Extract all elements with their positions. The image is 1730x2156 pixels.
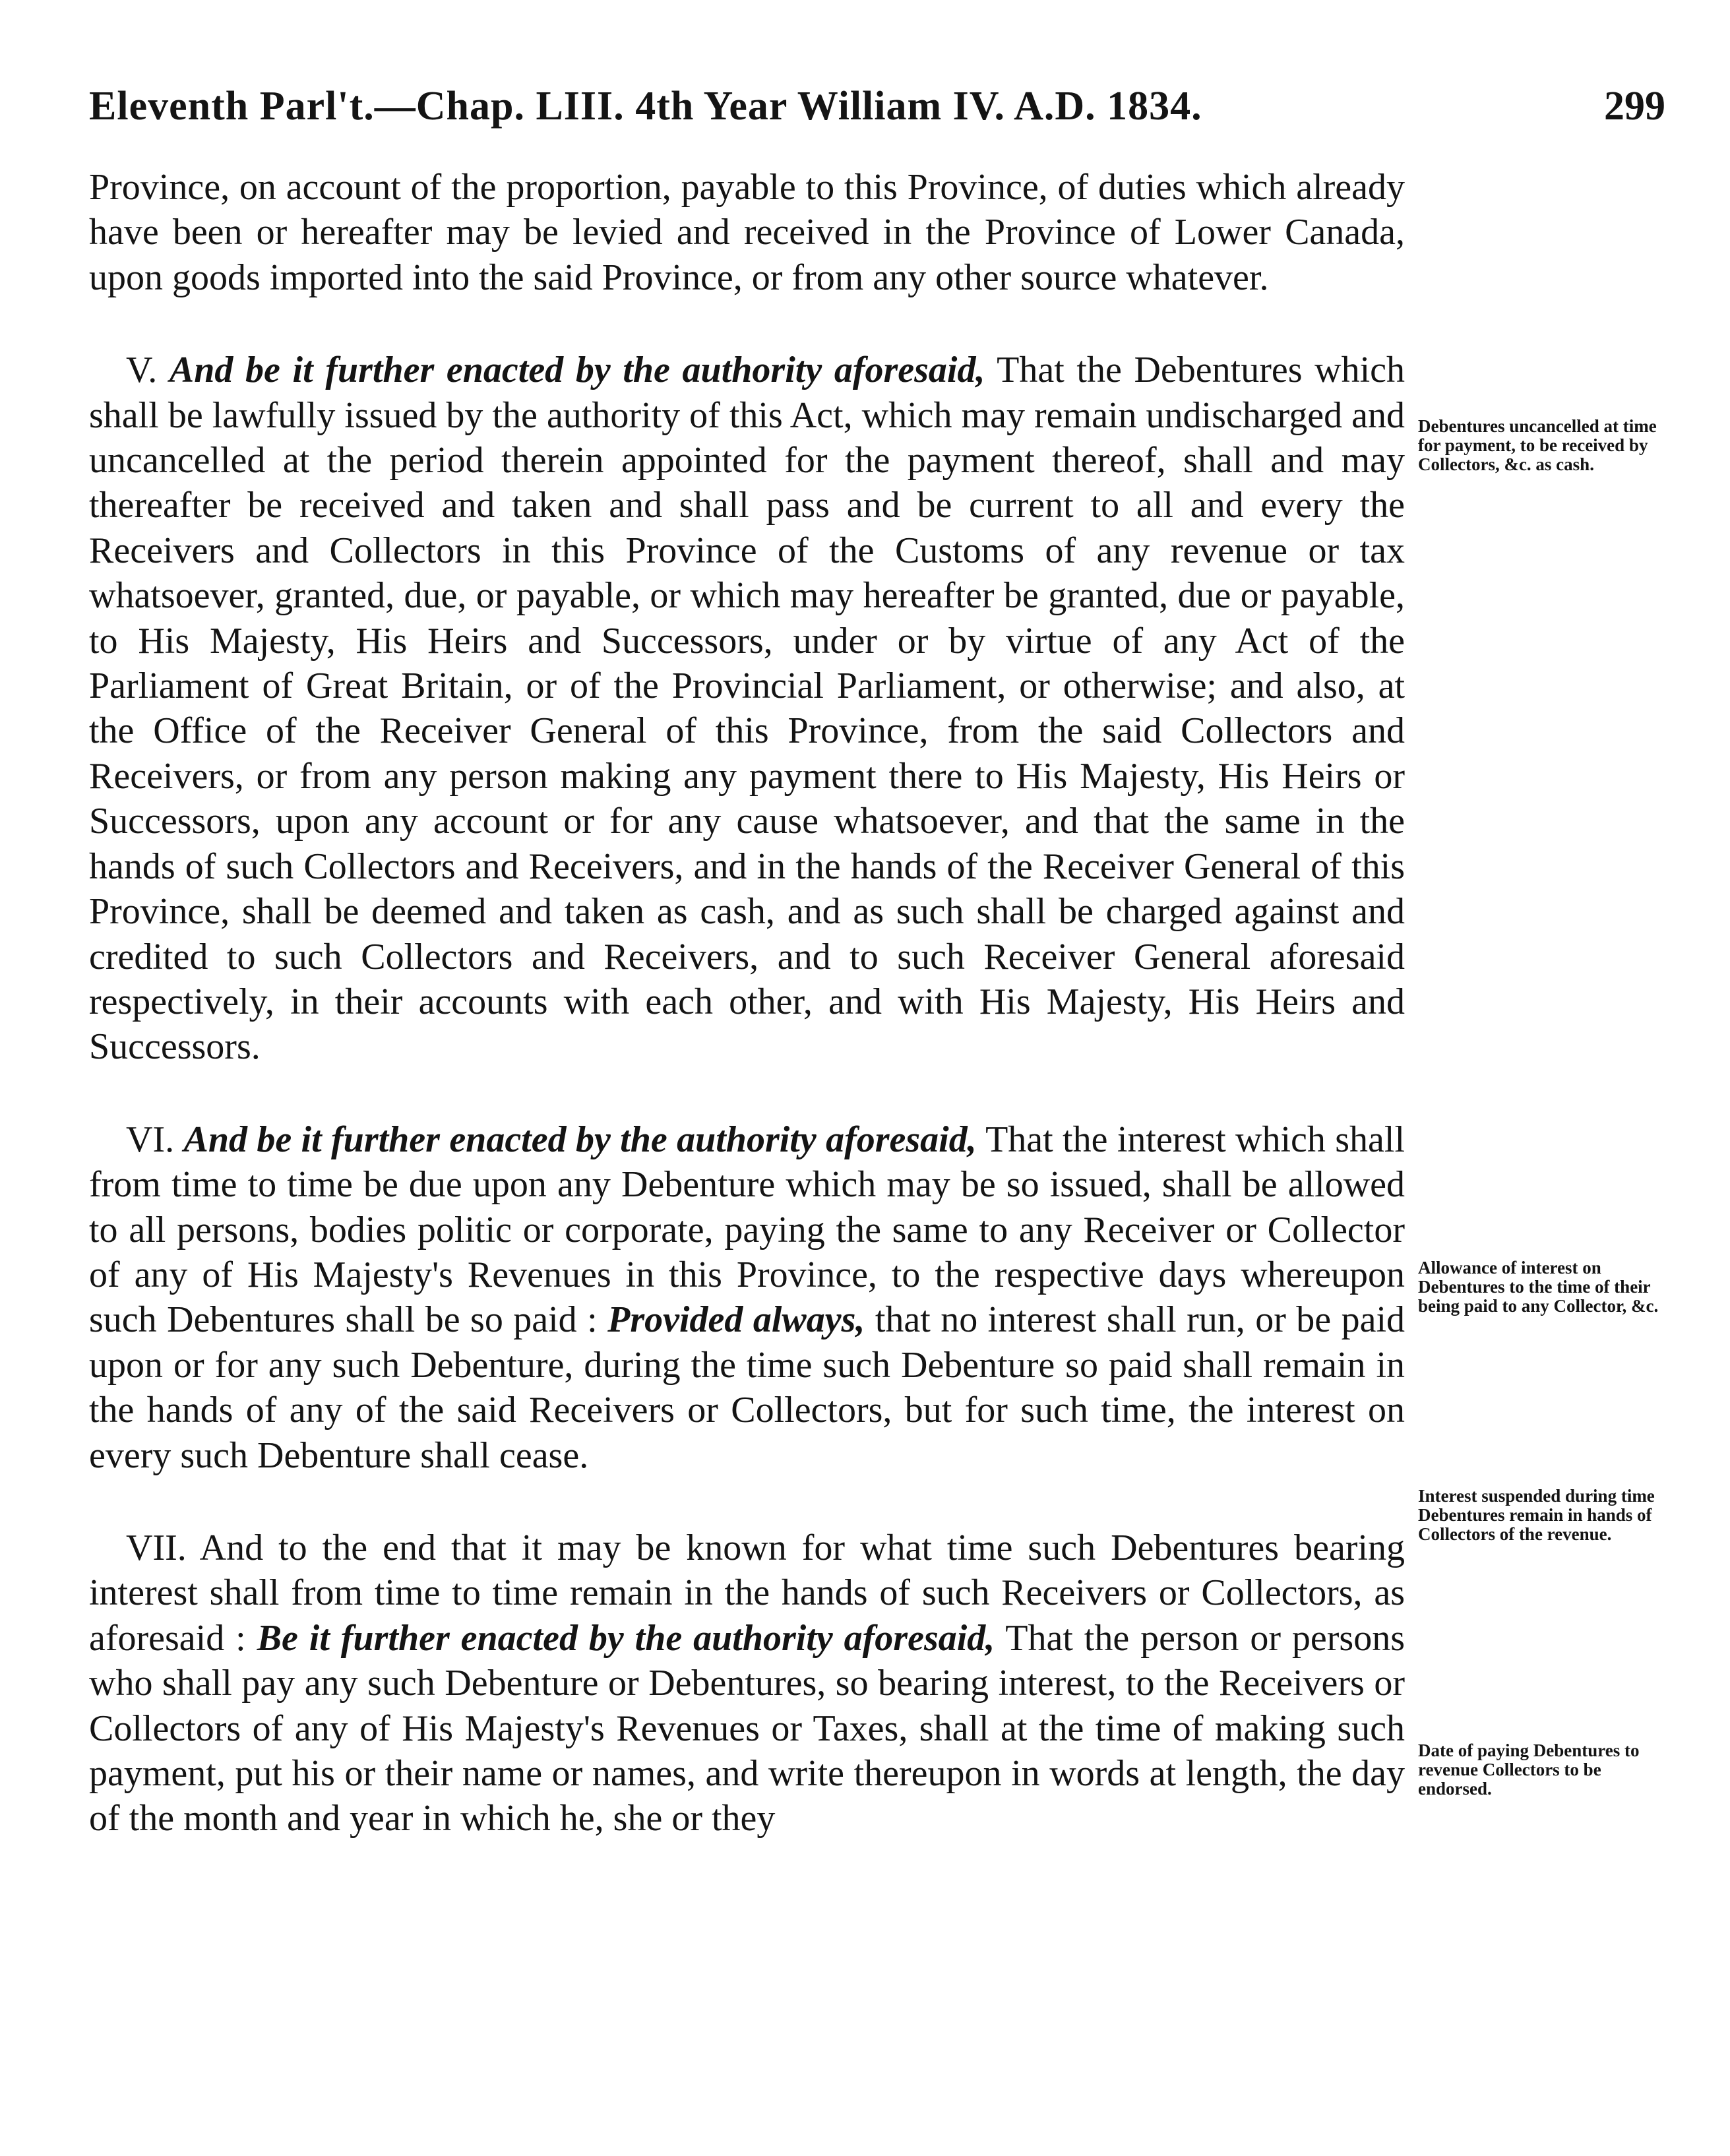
section-7-number: VII. [126, 1527, 187, 1568]
statute-text [89, 165, 1405, 1841]
section-7-text: And to the end that it may be known for what time such Debentures bearing interest shall from time to time remain in the hands of such Receivers or Collectors, as aforesaid : [89, 1527, 1405, 1659]
section-6-number: VI. [126, 1119, 175, 1160]
margin-note-section-6-allowance: Allowance of interest on Debentures to the time of their being paid to any Collector, &c. [1418, 1258, 1659, 1316]
section-5 [89, 348, 1405, 1070]
section-7-enacting-clause: Be it further enacted by the authority aforesaid, [257, 1617, 995, 1659]
section-5-number: V. [126, 350, 158, 391]
section-5-text: That the Debentures which shall be lawfully issued by the authority of this Act, which may remain undischarged and uncancelled at the period therein appointed for the payment thereof, shall and may thereafter be received and taken and shall pass and be current to all and every the Receivers and Collectors in this Province of the Customs of any revenue or tax whatsoever, granted, due, or payable, or which may hereafter be granted, due or payable, to His Majesty, His Heirs and Successors, under or by virtue of any Act of the Parliament of Great Britain, or of the Provincial Parliament, or otherwise; and also, at the Office of the Receiver General of this Province, from the said Collectors and Receivers, or from any person making any payment there to His Majesty, His Heirs or Successors, upon any account or for any cause whatsoever, and that the same in the hands of such Collectors and Receivers, and in the hands of the Receiver General of this Province, shall be deemed and taken as cash, and as such shall be charged against and credited to such Collectors and Receivers, and to such Receiver General aforesaid respectively, in their accounts with each other, and with His Majesty, His Heirs and Successors. [89, 350, 1406, 1068]
section-6-proviso: Provided always, [607, 1299, 865, 1341]
continued-paragraph [89, 165, 1405, 300]
margin-notes [1418, 0, 1675, 2156]
section-6-enacting-clause: And be it further enacted by the authority aforesaid, [183, 1119, 977, 1160]
section-6-text: That the interest which shall from time to time be due upon any Debenture which may be so issued, shall be allowed to all persons, bodies politic or corporate, paying the same to any Receiver or Collector of any of His Majesty's Revenues in this Province, to the respective days whereupon such Debentures shall be so paid : [89, 1119, 1406, 1341]
section-6-text-continued: that no interest shall run, or be paid upon or for any such Debenture, during the time such Debenture so paid shall remain in the hands of any of the said Receivers or Collectors, but for such time, the interest on every such Debenture shall cease. [89, 1299, 1406, 1476]
page-number: 299 [1604, 84, 1665, 129]
section-5-enacting-clause: And be it further enacted by the authority aforesaid, [169, 350, 985, 391]
section-7 [89, 1525, 1405, 1841]
section-6 [89, 1117, 1405, 1478]
continued-paragraph-text: Province, on account of the proportion, payable to this Province, of duties which already have been or hereafter may be levied and received in the Province of Lower Canada, upon goods imported into the said Province, or from any other source whatever. [89, 167, 1405, 298]
running-head: Eleventh Parl't.—Chap. LIII. 4th Year William IV. A.D. 1834. [89, 84, 1202, 129]
margin-note-section-6-suspension: Interest suspended during time Debentures remain in hands of Collectors of the revenue. [1418, 1486, 1655, 1544]
margin-note-section-5: Debentures uncancelled at time for payment, to be received by Collectors, &c. as cash. [1418, 416, 1657, 474]
section-7-text-continued: That the person or persons who shall pay any such Debenture or Debentures, so bearing interest, to the Receivers or Collectors of any of His Majesty's Revenues or Taxes, shall at the time of making such payment, put his or their name or names, and write thereupon in words at length, the day of the month and year in which he, she or they [89, 1617, 1405, 1839]
margin-note-section-7: Date of paying Debentures to revenue Collectors to be endorsed. [1418, 1740, 1640, 1799]
